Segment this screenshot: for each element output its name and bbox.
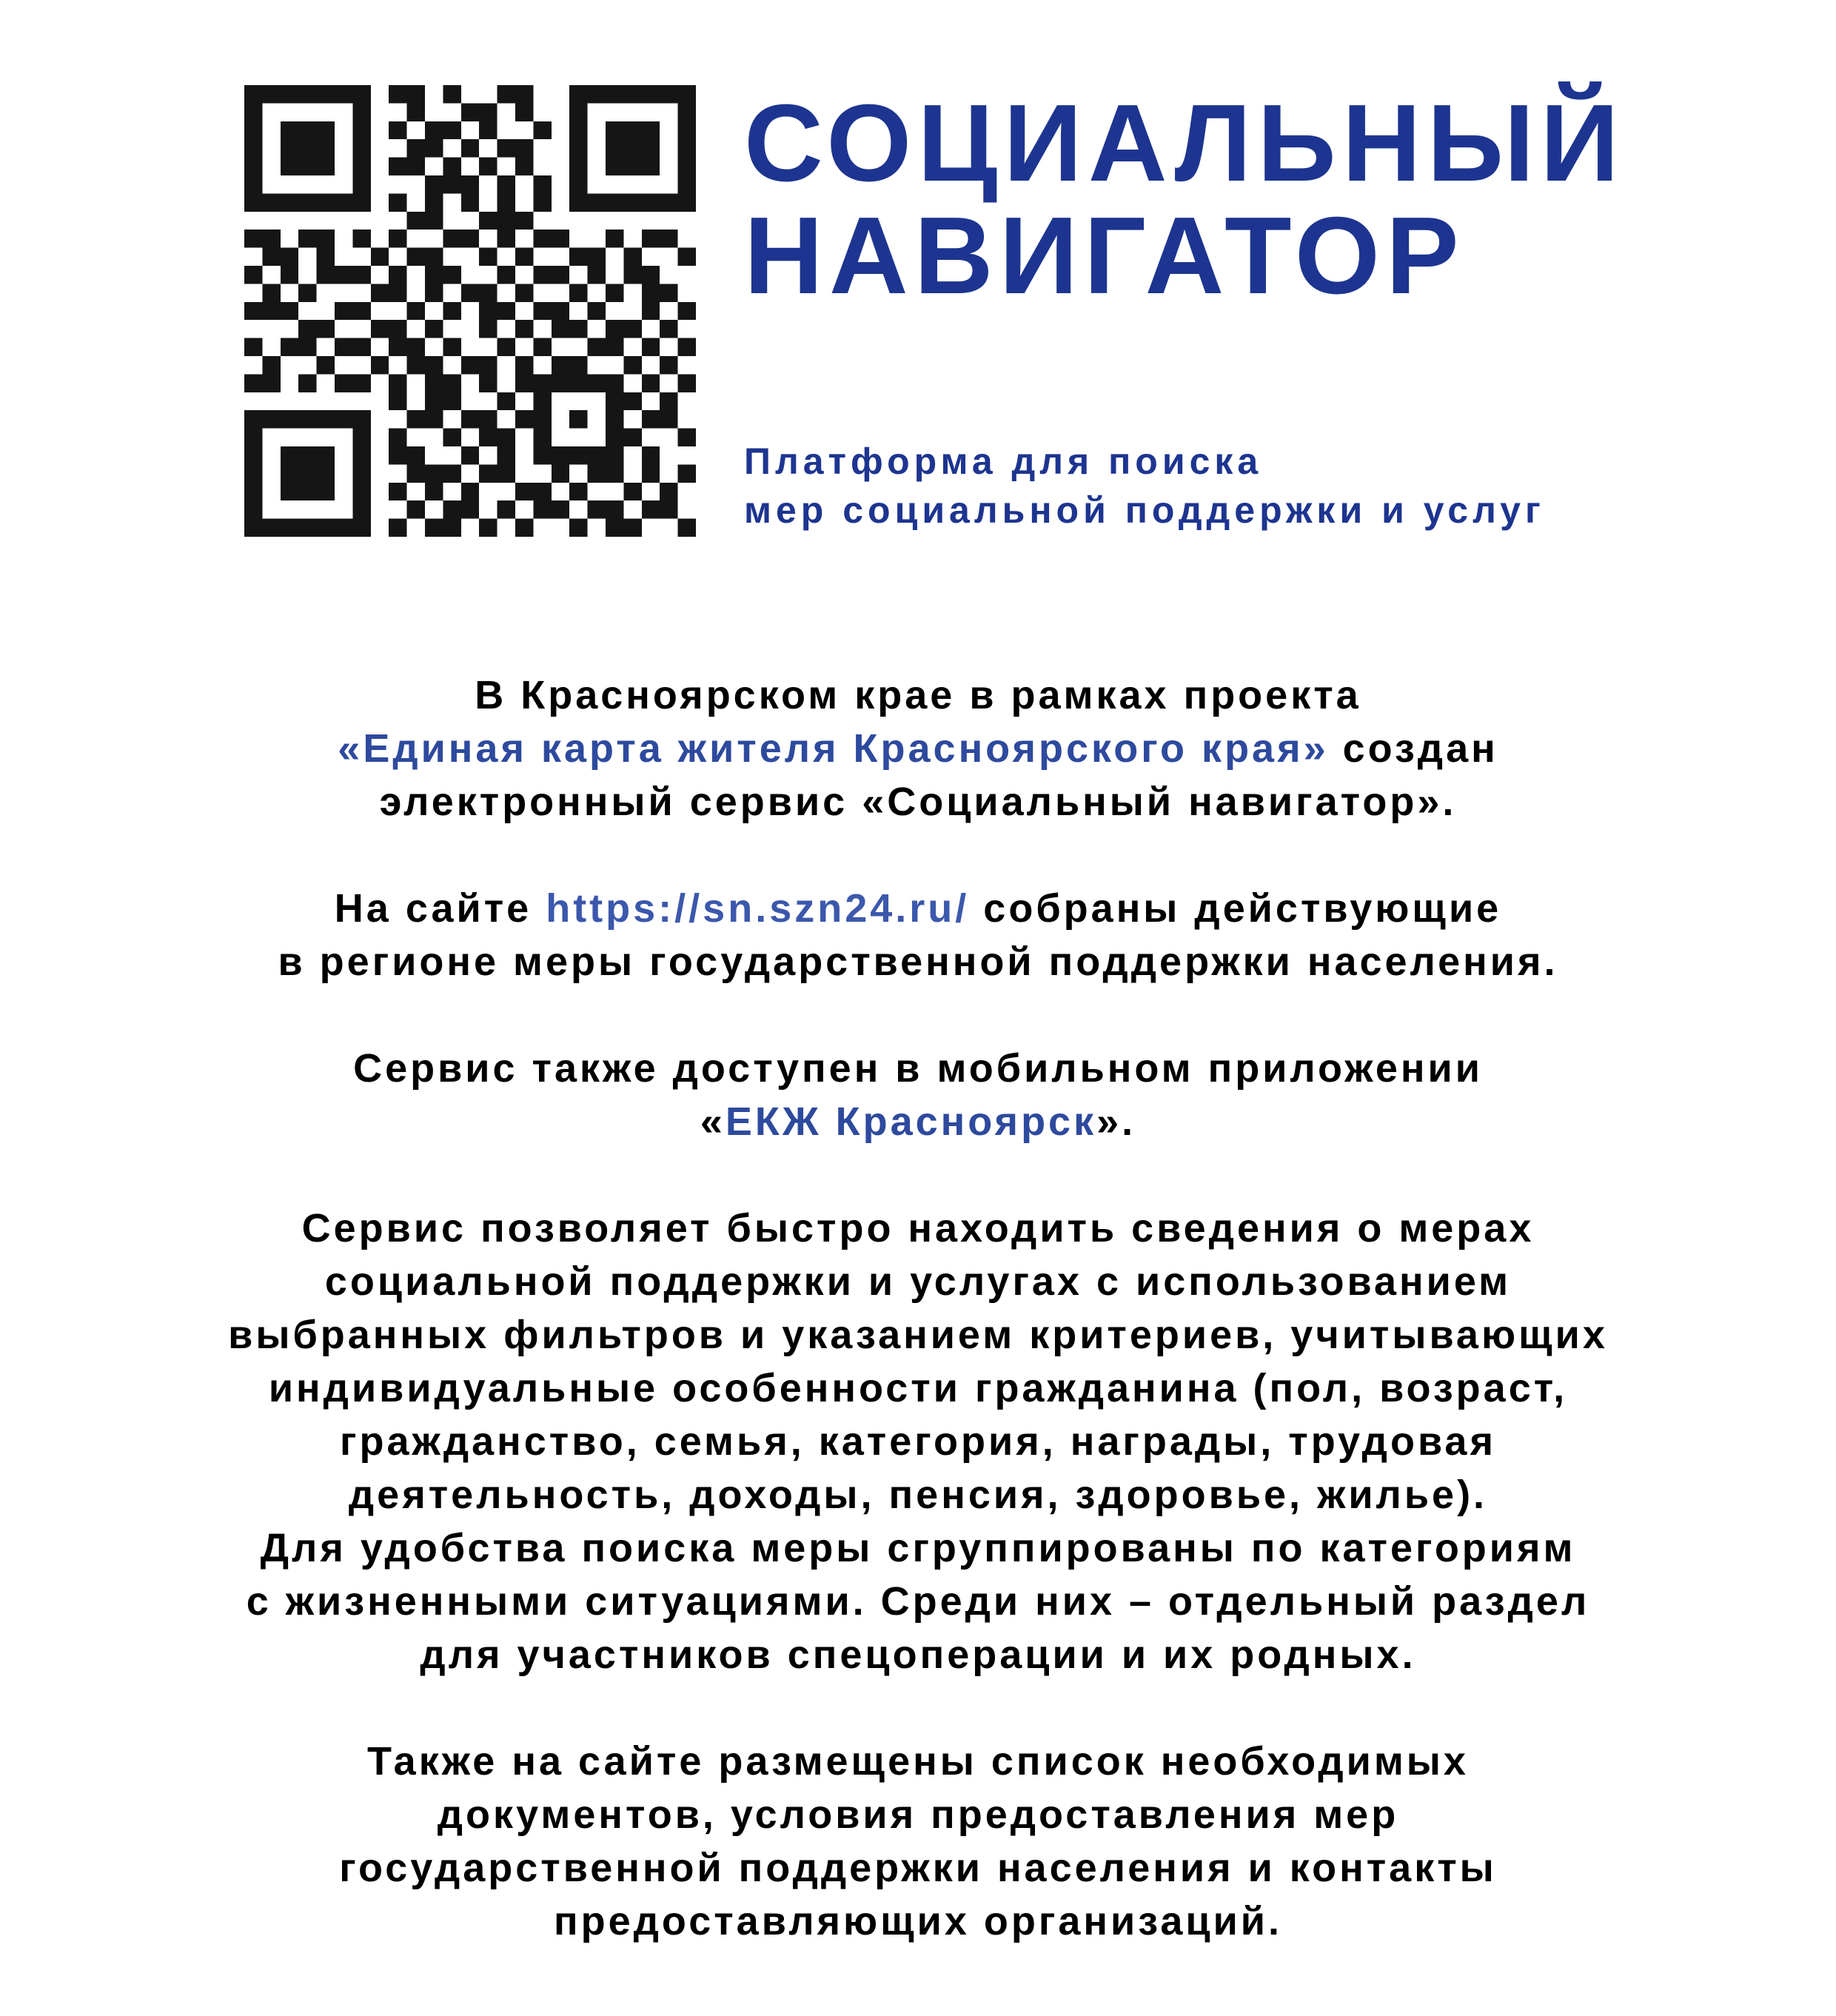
text-line	[0, 1468, 1836, 1521]
text-segment: государственной поддержки населения и контакты	[339, 1846, 1497, 1890]
text-segment: гражданство, семья, категория, награды, трудовая	[340, 1419, 1496, 1464]
text-segment: Сервис позволяет быстро находить сведения о мерах	[301, 1206, 1535, 1250]
text-segment: индивидуальные особенности гражданина (пол, возраст,	[268, 1366, 1568, 1410]
text-segment: в регионе меры государственной поддержки населения.	[278, 940, 1558, 984]
text-line	[0, 1255, 1836, 1308]
body-text	[0, 669, 1836, 1948]
text-segment: документов, условия предоставления мер	[437, 1792, 1399, 1837]
text-segment: «	[700, 1099, 726, 1144]
brand-block	[744, 82, 1625, 535]
service-subtitle	[744, 437, 1625, 535]
subtitle-line-1: Платформа для поиска	[744, 441, 1263, 482]
text-line	[0, 1521, 1836, 1575]
text-line	[0, 1788, 1836, 1841]
paragraph	[0, 882, 1836, 988]
text-segment: Для удобства поиска меры сгруппированы по категориям	[260, 1526, 1576, 1570]
text-line	[0, 1895, 1836, 1948]
text-segment: создан	[1328, 726, 1498, 771]
text-segment: собраны действующие	[969, 886, 1502, 931]
text-line	[0, 669, 1836, 722]
paragraph	[0, 1202, 1836, 1681]
text-segment: с жизненными ситуациями. Среди них – отдельный раздел	[246, 1579, 1590, 1624]
paragraph	[0, 669, 1836, 828]
text-segment: предоставляющих организаций.	[554, 1899, 1282, 1943]
paragraph	[0, 1042, 1836, 1148]
text-segment: для участников спецоперации и их родных.	[420, 1632, 1416, 1677]
app-name: ЕКЖ Красноярск	[725, 1099, 1097, 1144]
text-line	[0, 1308, 1836, 1362]
text-segment: социальной поддержки и услугах с использованием	[324, 1259, 1512, 1304]
service-title-line-1: СОЦИАЛЬНЫЙ	[744, 82, 1625, 204]
project-name: «Единая карта жителя Красноярского края»	[338, 726, 1329, 771]
text-line	[0, 1042, 1836, 1095]
qr-code	[244, 85, 696, 537]
subtitle-line-2: мер социальной поддержки и услуг	[744, 489, 1545, 531]
text-line	[0, 1415, 1836, 1468]
text-line	[0, 775, 1836, 828]
text-line	[0, 935, 1836, 988]
text-line	[0, 1202, 1836, 1255]
text-line	[0, 1628, 1836, 1681]
text-segment: Сервис также доступен в мобильном приложении	[353, 1046, 1483, 1091]
service-title-line-2: НАВИГАТОР	[744, 195, 1465, 317]
text-line	[0, 1841, 1836, 1895]
text-line	[0, 722, 1836, 775]
text-line	[0, 882, 1836, 935]
text-line	[0, 1362, 1836, 1415]
text-line	[0, 1735, 1836, 1788]
text-line	[0, 1095, 1836, 1148]
text-segment: В Красноярском крае в рамках проекта	[475, 673, 1361, 717]
text-segment: выбранных фильтров и указанием критериев, учитывающих	[228, 1313, 1608, 1357]
text-segment: Также на сайте размещены список необходимых	[367, 1739, 1469, 1784]
site-url-link[interactable]: https://sn.szn24.ru/	[546, 886, 970, 931]
text-line	[0, 1575, 1836, 1628]
text-segment: электронный сервис «Социальный навигатор».	[379, 780, 1457, 824]
text-segment: ».	[1096, 1099, 1136, 1144]
paragraph	[0, 1735, 1836, 1948]
text-segment: На сайте	[334, 886, 546, 931]
text-segment: деятельность, доходы, пенсия, здоровье, жилье).	[348, 1473, 1488, 1517]
